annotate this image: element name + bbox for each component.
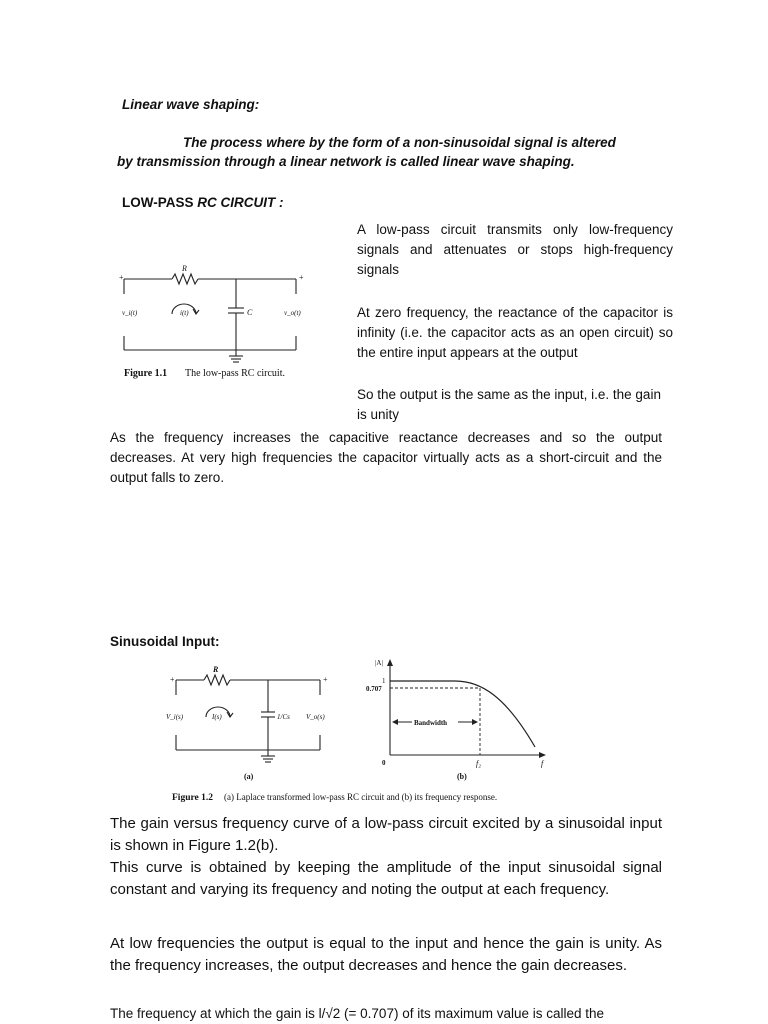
lowpass-paragraph-2: At zero frequency, the reactance of the capacitor is infinity (i.e. the capacitor acts as an open circuit) so the entire input appears at the output [357, 305, 673, 360]
figure-1-2 [160, 655, 560, 805]
fig2-caption-text: (a) Laplace transformed low-pass RC circuit and (b) its frequency response. [224, 792, 498, 802]
fig1-label-r: R [182, 264, 187, 273]
fig2-label-vo: V_o(s) [306, 713, 325, 721]
graph-x-arrow [539, 752, 546, 758]
fig2-sub-b: (b) [457, 772, 467, 781]
gain-paragraph-4: The frequency at which the gain is l/√2 (= 0.707) of its maximum value is called the [110, 1006, 605, 1021]
fig2-caption-label: Figure 1.2 [172, 793, 213, 803]
gain-paragraph-1: The gain versus frequency curve of a low-pass circuit excited by a sinusoidal input is shown in Figure 1.2(b). [110, 815, 662, 854]
gain-paragraph-3: At low frequencies the output is equal to the input and hence the gain is unity. As the frequency increases, the output decreases and hence the gain decreases. [110, 935, 662, 974]
fig1-label-plus-left: + [119, 273, 124, 282]
bandwidth-arrow-right [472, 719, 478, 725]
graph-label-f: f [541, 759, 544, 768]
figure-1-1-circuit [110, 260, 325, 385]
fig2-label-c: 1/Cs [277, 713, 290, 721]
graph-label-f2: f₂ [476, 759, 482, 768]
section-heading-sinusoidal: Sinusoidal Input: [110, 634, 220, 649]
fig1-caption-label: Figure 1.1 [124, 368, 168, 379]
bandwidth-arrow-left [392, 719, 398, 725]
gain-paragraph-2: This curve is obtained by keeping the amplitude of the input sinusoidal signal constant and varying its frequency and noting the output at each frequency. [110, 859, 662, 898]
graph-y-arrow [387, 659, 393, 666]
fig2-label-vi: V_i(s) [166, 713, 184, 721]
fig2-label-plus-right: + [323, 675, 328, 684]
fig2-label-plus-left: + [170, 675, 175, 684]
lowpass-paragraph-1: A low-pass circuit transmits only low-frequency signals and attenuates or stops high-frequency signals [357, 222, 673, 277]
fig2-label-r: R [213, 665, 219, 674]
section-heading-lowpass [122, 193, 283, 213]
section-heading-lowpass-prefix: LOW-PASS [122, 195, 198, 210]
figure-1-2a-circuit [176, 675, 320, 762]
fig1-label-plus-right: + [299, 273, 304, 282]
fig2-sub-a: (a) [244, 772, 254, 781]
lowpass-paragraph-4: As the frequency increases the capacitive reactance decreases and so the output decreases. At very high frequencies the capacitor virtually acts as a short-circuit and the output falls to zero. [110, 430, 662, 485]
fig1-label-vo: v_o(t) [284, 309, 301, 317]
fig1-caption-text: The low-pass RC circuit. [185, 368, 285, 379]
graph-label-one: 1 [382, 677, 386, 685]
intro-line-1: The process where by the form of a non-sinusoidal signal is altered [183, 135, 616, 150]
gain-curve [390, 681, 535, 747]
graph-label-bandwidth: Bandwidth [414, 719, 448, 727]
lowpass-paragraph-3: So the output is the same as the input, i.e. the gain is unity [357, 387, 661, 422]
graph-label-y-axis: |A| [375, 659, 383, 667]
fig1-label-c: C [247, 308, 253, 317]
figure-1-2b-graph [387, 659, 546, 758]
intro-line-2: by transmission through a linear network is called linear wave shaping. [117, 154, 575, 169]
heading-linear-wave-shaping: Linear wave shaping: [122, 97, 260, 112]
fig2-label-i: I(s) [212, 713, 222, 721]
fig1-label-vi: v_i(t) [122, 309, 138, 317]
section-heading-lowpass-italic: RC CIRCUIT : [197, 195, 284, 210]
graph-label-origin: 0 [382, 759, 386, 767]
graph-label-0707: 0.707 [366, 685, 382, 693]
fig1-label-i: i(t) [180, 309, 189, 317]
